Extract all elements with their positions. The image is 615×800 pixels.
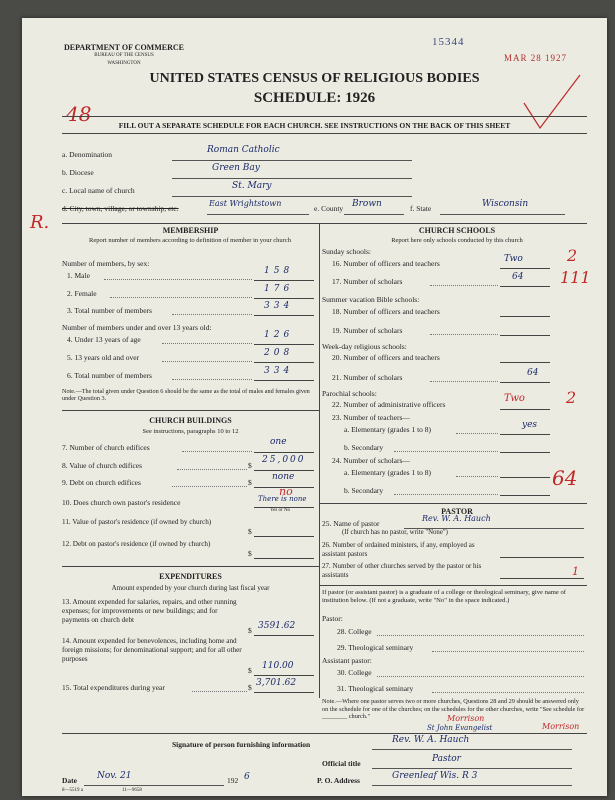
q2-label: 2. Female: [67, 289, 97, 298]
q12-label: 12. Debt on pastor's residence (if owned by church): [62, 540, 211, 548]
q15-value: 3,701.62: [256, 678, 297, 688]
q22-value: Two: [504, 393, 525, 404]
q13-value: 3591.62: [258, 621, 296, 631]
q1-value: 158: [264, 266, 294, 276]
q4-label: 4. Under 13 years of age: [67, 335, 141, 344]
q25-label: 25. Name of pastor: [322, 519, 380, 528]
q24a-label: a. Elementary (grades 1 to 8): [344, 468, 432, 477]
po-address-label: P. O. Address: [317, 776, 360, 785]
q10-value: There is none: [258, 495, 307, 503]
q27-label: 27. Number of other churches served by the pastor or his assistants: [322, 562, 482, 579]
margin-morrison: Morrison: [542, 722, 580, 731]
q23b-label: b. Secondary: [344, 443, 384, 452]
q19-label: 19. Number of scholars: [332, 326, 403, 335]
signature-label: Signature of person furnishing information: [172, 740, 311, 749]
county-value: Brown: [352, 199, 382, 209]
by-age-label: Number of members under and over 13 years old:: [62, 323, 212, 332]
q17-value: 64: [512, 272, 524, 282]
q23a-label: a. Elementary (grades 1 to 8): [344, 425, 432, 434]
q7-label: 7. Number of church edifices: [62, 443, 150, 452]
denomination-label: a. Denomination: [62, 150, 112, 159]
date-year: 192: [227, 776, 239, 785]
pastor-title: PASTOR: [441, 507, 473, 516]
membership-title: MEMBERSHIP: [162, 226, 219, 235]
pastor-sub-label: Pastor:: [322, 614, 343, 623]
margin-r-mark: R.: [30, 212, 50, 233]
q24-red-mark: 64: [552, 466, 578, 490]
state-value: Wisconsin: [482, 199, 529, 209]
q6-label: 6. Total number of members: [67, 371, 152, 380]
bureau-name: BUREAU OF THE CENSUS: [94, 53, 154, 58]
q3-value: 334: [264, 301, 294, 311]
q31-label: 31. Theological seminary: [337, 684, 414, 693]
census-form: [22, 18, 607, 796]
q30-label: 30. College: [337, 668, 372, 677]
signature-value: Rev. W. A. Hauch: [392, 735, 470, 745]
buildings-title: CHURCH BUILDINGS: [149, 416, 232, 425]
q17-label: 17. Number of scholars: [332, 277, 403, 286]
q8-label: 8. Value of church edifices: [62, 461, 143, 470]
pastor-note-hand: Morrison: [447, 714, 485, 723]
q8-value: 25,000: [262, 455, 306, 465]
state-label: f. State: [410, 204, 432, 213]
q10-red-answer: no: [279, 485, 293, 498]
q25-note: (If church has no pastor, write "None"): [342, 529, 448, 536]
q28-label: 28. College: [337, 627, 372, 636]
q9-label: 9. Debt on church edifices: [62, 478, 141, 487]
q27-value: 1: [572, 565, 579, 578]
q7-value: one: [270, 437, 287, 447]
date-label: Date: [62, 776, 77, 785]
q23a-value: yes: [522, 420, 538, 430]
city-label: d. City, town, village, or township, etc.: [62, 204, 179, 213]
schools-sub: Report here only schools conducted by this church: [391, 237, 523, 244]
q26-label: 26. Number of ordained ministers, if any, employed as assistant pastors: [322, 541, 475, 558]
q22-label: 22. Number of administrative officers: [332, 400, 446, 409]
margin-number: 48: [66, 102, 92, 126]
print-number: 11—9658: [122, 788, 142, 793]
weekday-label: Week-day religious schools:: [322, 342, 407, 351]
q10-label: 10. Does church own pastor's residence: [62, 498, 181, 507]
q29-label: 29. Theological seminary: [337, 643, 414, 652]
q18-label: 18. Number of officers and teachers: [332, 307, 440, 316]
diocese-label: b. Diocese: [62, 168, 94, 177]
q23-label: 23. Number of teachers—: [332, 413, 410, 422]
department-name: DEPARTMENT OF COMMERCE: [64, 43, 185, 52]
q22-red-mark: 2: [566, 388, 577, 407]
q20-label: 20. Number of officers and teachers: [332, 353, 440, 362]
q21-label: 21. Number of scholars: [332, 373, 403, 382]
parochial-label: Parochial schools:: [322, 389, 377, 398]
q24-label: 24. Number of scholars—: [332, 456, 410, 465]
pastor-note: Note.—Where one pastor serves two or more churches, Questions 28 and 29 should be answered only on the schedule for one of the churches; on the schedules for the other churches, write "See schedule for ________ church.": [322, 698, 585, 720]
membership-intro: Report number of members according to definition of member in your church: [89, 237, 291, 244]
buildings-sub: See instructions, paragraphs 10 to 12: [142, 428, 239, 435]
form-title: UNITED STATES CENSUS OF RELIGIOUS BODIES: [149, 71, 480, 86]
q16-label: 16. Number of officers and teachers: [332, 259, 440, 268]
q1-label: 1. Male: [67, 271, 90, 280]
asst-sub-label: Assistant pastor:: [322, 656, 372, 665]
official-title-value: Pastor: [432, 754, 461, 764]
sunday-label: Sunday schools:: [322, 247, 371, 256]
department-block: [64, 44, 184, 68]
schools-title: CHURCH SCHOOLS: [418, 226, 496, 235]
q4-value: 126: [264, 330, 294, 340]
received-date-stamp: MAR 28 1927: [504, 53, 568, 63]
q3-label: 3. Total number of members: [67, 306, 152, 315]
q12-dollar: $: [248, 549, 252, 558]
yes-no-hint: Yes or No: [270, 508, 291, 513]
expenditures-sub: Amount expended by your church during last fiscal year: [111, 584, 270, 592]
pastor-note-hand2: St John Evangelist: [427, 724, 493, 732]
graduate-note: If pastor (or assistant pastor) is a graduate of a college or theological seminary, give name of institution below. (If not a graduate, write "No" in the space indicated.): [322, 589, 567, 604]
q16-value: Two: [504, 254, 523, 264]
form-number: 8—5519 a: [62, 788, 83, 793]
q11-dollar: $: [248, 527, 252, 536]
local-name-label: c. Local name of church: [62, 186, 135, 195]
q8-dollar: $: [248, 461, 252, 470]
city-value: East Wrightstown: [209, 199, 282, 208]
expenditures-title: EXPENDITURES: [159, 572, 222, 581]
local-name-value: St. Mary: [232, 181, 272, 191]
instruction-line: FILL OUT A SEPARATE SCHEDULE FOR EACH CHURCH. SEE INSTRUCTIONS ON THE BACK OF THIS SHEET: [118, 121, 511, 130]
q13-dollar: $: [248, 626, 252, 635]
q25-value: Rev. W. A. Hauch: [422, 514, 491, 523]
schedule-title: SCHEDULE: 1926: [253, 90, 376, 106]
q13-label: 13. Amount expended for salaries, repairs, and other running expenses; for improvements or new buildings; and for payments on church debt: [62, 598, 237, 624]
po-address-value: Greenleaf Wis. R 3: [392, 771, 478, 781]
date-year-hand: 6: [244, 772, 250, 782]
stamp-number: 15344: [432, 36, 465, 48]
diocese-value: Green Bay: [212, 163, 260, 173]
q14-label: 14. Amount expended for benevolences, including home and foreign missions; for denominational support; and for all other purposes: [62, 637, 242, 663]
q21-value: 64: [527, 368, 539, 378]
official-title-label: Official title: [322, 759, 361, 768]
by-sex-label: Number of members, by sex:: [62, 259, 150, 268]
q9-value: none: [272, 472, 295, 482]
q14-value: 110.00: [262, 661, 294, 671]
q14-dollar: $: [248, 666, 252, 675]
membership-note: Note.—The total given under Question 6 should be the same as the total of males and females given under Question 3.: [62, 388, 310, 402]
q16-red-mark: 2: [567, 246, 578, 265]
date-value: Nov. 21: [97, 771, 132, 781]
q11-label: 11. Value of pastor's residence (if owned by church): [62, 518, 212, 526]
q9-dollar: $: [248, 478, 252, 487]
q6-value: 334: [264, 366, 294, 376]
vacation-label: Summer vacation Bible schools:: [322, 295, 420, 304]
q5-value: 208: [264, 348, 294, 358]
q5-label: 5. 13 years old and over: [67, 353, 140, 362]
county-label: e. County: [314, 204, 344, 213]
q17-red-mark: 111: [560, 268, 591, 287]
bureau-city: WASHINGTON: [107, 61, 141, 66]
denomination-value: Roman Catholic: [207, 145, 280, 155]
q15-label: 15. Total expenditures during year: [62, 683, 165, 692]
q24b-label: b. Secondary: [344, 486, 384, 495]
q15-dollar: $: [248, 683, 252, 692]
q2-value: 176: [264, 284, 294, 294]
